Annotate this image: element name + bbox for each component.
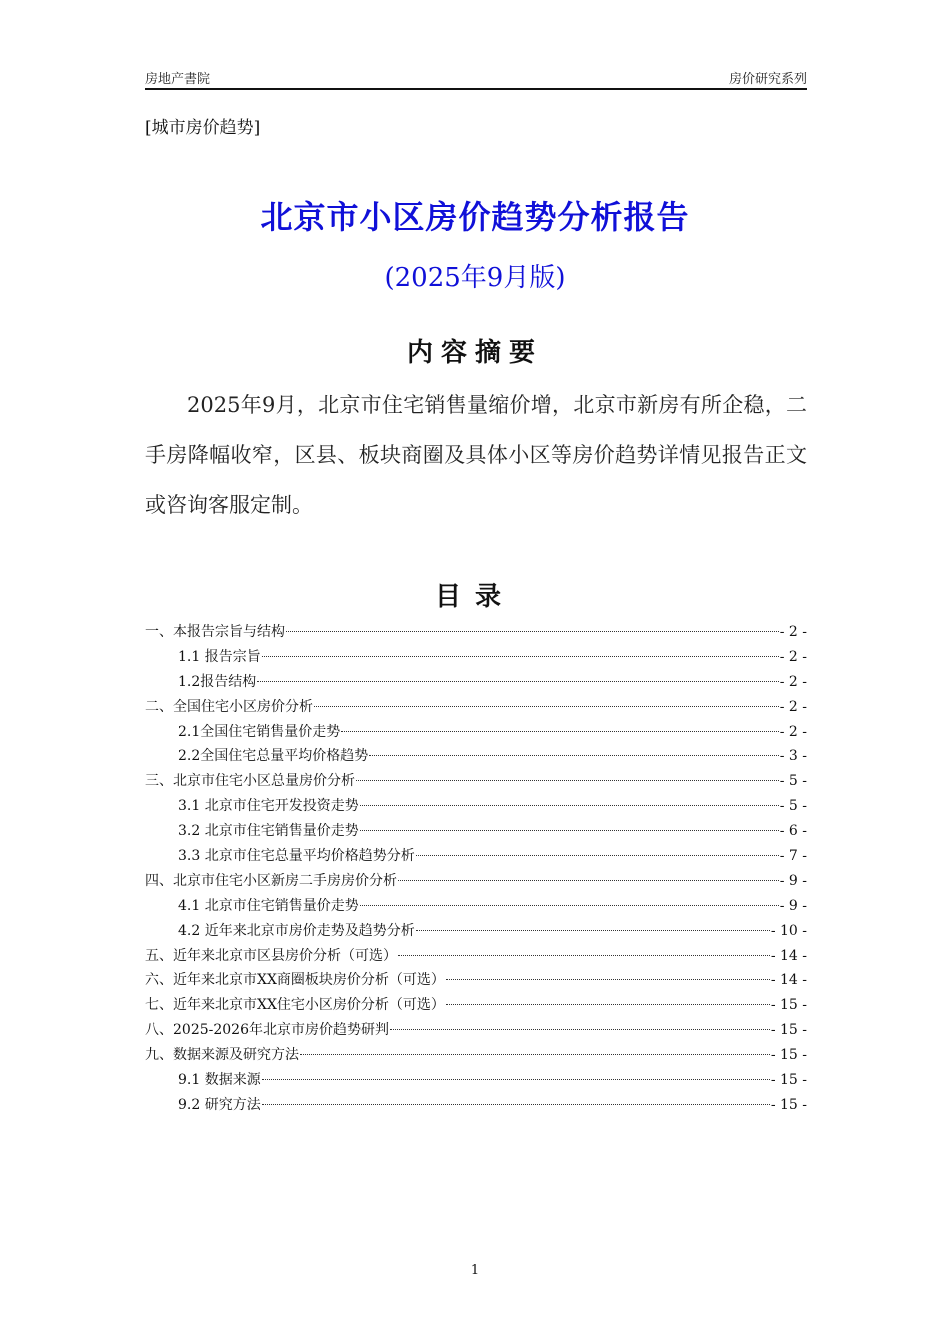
toc-entry-page: - 5 -	[779, 798, 807, 815]
toc-entry-label: 4.1 北京市住宅销售量价走势	[178, 897, 359, 914]
toc-entry[interactable]	[145, 968, 807, 993]
toc-entry[interactable]	[145, 695, 807, 720]
toc-dot-leader	[257, 681, 778, 682]
toc-dot-leader	[416, 855, 779, 856]
toc-dot-leader	[360, 905, 779, 906]
toc-dot-leader	[360, 805, 779, 806]
toc-dot-leader	[262, 656, 779, 657]
toc-entry-label: 三、北京市住宅小区总量房价分析	[145, 773, 355, 790]
toc-entry-page: - 2 -	[779, 698, 807, 715]
toc-dot-leader	[360, 830, 779, 831]
toc-entry-page: - 15 -	[770, 1096, 807, 1113]
header-publisher: 房地产書院	[145, 72, 211, 87]
category-label: [城市房价趋势]	[145, 118, 261, 138]
toc-entry[interactable]	[145, 744, 807, 769]
toc-entry-page: - 5 -	[779, 773, 807, 790]
toc-dot-leader	[390, 1029, 770, 1030]
toc-entry[interactable]	[145, 1018, 807, 1043]
toc-heading: 目录	[434, 582, 515, 612]
abstract-heading: 内容摘要	[406, 338, 543, 368]
toc-dot-leader	[356, 780, 779, 781]
toc-entry-page: - 7 -	[779, 848, 807, 865]
toc-entry-page: - 15 -	[770, 1072, 807, 1089]
toc-entry[interactable]	[145, 1043, 807, 1068]
toc-entry-label: 一、本报告宗旨与结构	[145, 624, 285, 640]
report-edition: (2025年9月版)	[384, 263, 566, 293]
toc-entry[interactable]	[145, 869, 807, 894]
toc-entry-label: 9.2 研究方法	[178, 1096, 261, 1113]
toc-entry-page: - 2 -	[779, 624, 807, 640]
header-divider	[145, 88, 807, 90]
toc-entry-label: 六、近年来北京市XX商圈板块房价分析（可选）	[145, 972, 445, 989]
toc-entry-label: 七、近年来北京市XX住宅小区房价分析（可选）	[145, 997, 445, 1014]
abstract-body: 2025年9月，北京市住宅销售量缩价增，北京市新房有所企稳，二手房降幅收窄，区县、板块商圈及具体小区等房价趋势详情见报告正文或咨询客服定制。	[145, 393, 807, 517]
toc-entry[interactable]	[145, 944, 807, 969]
toc-entry[interactable]	[145, 894, 807, 919]
header-series: 房价研究系列	[728, 72, 807, 87]
toc-entry-page: - 9 -	[779, 897, 807, 914]
toc-dot-leader	[369, 755, 778, 756]
toc-dot-leader	[262, 1079, 770, 1080]
toc-dot-leader	[398, 880, 779, 881]
toc-dot-leader	[416, 930, 770, 931]
toc-entry[interactable]	[145, 620, 807, 645]
table-of-contents	[145, 620, 807, 1118]
toc-entry-page: - 15 -	[770, 1022, 807, 1039]
toc-entry-label: 八、2025-2026年北京市房价趋势研判	[145, 1022, 389, 1039]
toc-entry-page: - 10 -	[770, 922, 807, 939]
toc-entry-page: - 9 -	[779, 872, 807, 889]
toc-entry[interactable]	[145, 844, 807, 869]
toc-entry[interactable]	[145, 645, 807, 670]
toc-entry[interactable]	[145, 670, 807, 695]
toc-entry-page: - 6 -	[779, 823, 807, 840]
toc-entry-label: 3.3 北京市住宅总量平均价格趋势分析	[178, 848, 415, 865]
toc-entry[interactable]	[145, 794, 807, 819]
toc-dot-leader	[446, 1004, 770, 1005]
toc-entry[interactable]	[145, 919, 807, 944]
toc-entry-page: - 3 -	[779, 748, 807, 765]
toc-entry-page: - 15 -	[770, 1047, 807, 1064]
toc-entry-label: 2.1全国住宅销售量价走势	[178, 723, 341, 740]
toc-entry-label: 3.1 北京市住宅开发投资走势	[178, 798, 359, 815]
toc-entry-label: 4.2 近年来北京市房价走势及趋势分析	[178, 922, 415, 939]
report-title: 北京市小区房价趋势分析报告	[260, 198, 690, 236]
toc-entry-label: 9.1 数据来源	[178, 1072, 261, 1089]
toc-entry-label: 3.2 北京市住宅销售量价走势	[178, 823, 359, 840]
toc-entry[interactable]	[145, 769, 807, 794]
toc-entry-label: 九、数据来源及研究方法	[145, 1047, 299, 1064]
page-number: 1	[470, 1263, 480, 1278]
toc-dot-leader	[262, 1104, 770, 1105]
toc-dot-leader	[286, 631, 779, 632]
toc-entry[interactable]	[145, 1068, 807, 1093]
toc-entry-label: 2.2全国住宅总量平均价格趋势	[178, 748, 369, 765]
toc-entry-label: 五、近年来北京市区县房价分析（可选）	[145, 947, 397, 964]
toc-entry-label: 1.1 报告宗旨	[178, 648, 261, 665]
page-header	[145, 68, 807, 88]
toc-entry-label: 1.2报告结构	[178, 673, 257, 690]
toc-entry-label: 二、全国住宅小区房价分析	[145, 698, 313, 715]
toc-dot-leader	[300, 1054, 770, 1055]
toc-dot-leader	[314, 706, 779, 707]
toc-entry-page: - 2 -	[779, 673, 807, 690]
toc-entry-page: - 15 -	[770, 997, 807, 1014]
toc-entry[interactable]	[145, 1093, 807, 1118]
toc-dot-leader	[446, 979, 770, 980]
toc-entry-page: - 14 -	[770, 972, 807, 989]
toc-entry-page: - 2 -	[779, 648, 807, 665]
toc-entry-page: - 2 -	[779, 723, 807, 740]
toc-entry-page: - 14 -	[770, 947, 807, 964]
toc-entry[interactable]	[145, 819, 807, 844]
toc-entry-label: 四、北京市住宅小区新房二手房房价分析	[145, 872, 397, 889]
toc-entry[interactable]	[145, 993, 807, 1018]
toc-entry[interactable]	[145, 720, 807, 745]
toc-dot-leader	[341, 731, 778, 732]
toc-dot-leader	[398, 955, 770, 956]
